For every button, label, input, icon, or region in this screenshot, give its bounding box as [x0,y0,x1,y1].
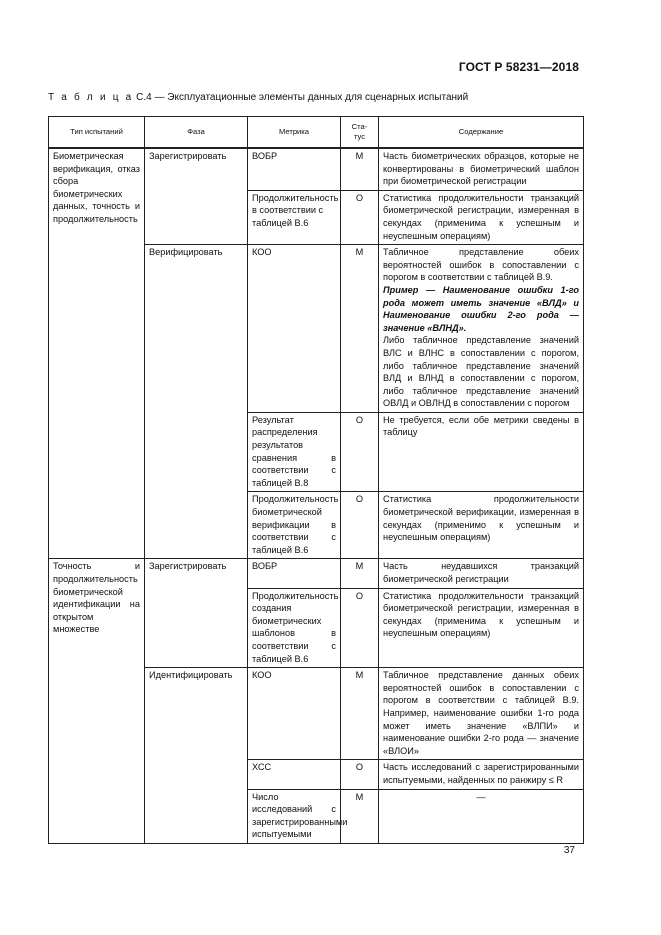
content-cell: Часть биометрических образцов, которые не конвертированы в биометрический шаблон при биометрической регистрации [379,148,584,190]
phase-cell: Зарегистрировать [145,148,248,245]
metric-cell: ХСС [248,760,341,789]
metric-cell: КОО [248,668,341,760]
metric-cell: Результат распределения результатов сравнения в соответствии с таблицей В.8 [248,412,341,492]
scenario-test-table [48,116,584,844]
content-cell: Статистика продолжительности транзакций биометрической регистрации, измеренная в секундах (применима к успешным и неуспешным операциям) [379,588,584,668]
column-header-phase: Фаза [145,117,248,149]
content-cell: Табличное представление данных обеих вероятностей ошибок в сопоставлении с порогом в соответствии с таблицей В.9. Например, наименование ошибки 1-го рода может иметь значение «ВЛПИ» и наименование ошибки 2-го рода — значение «ВЛОИ» [379,668,584,760]
status-cell: О [341,588,379,668]
content-example: Пример — Наименование ошибки 1-го рода может иметь значение «ВЛД» и Наименование ошибки 2-го рода — значение «ВЛНД». [383,284,579,333]
status-cell: О [341,492,379,559]
metric-cell: ВОБР [248,148,341,190]
table-caption [48,92,468,103]
content-cell: Не требуется, если обе метрики сведены в таблицу [379,412,584,492]
caption-title: — Эксплуатационные элементы данных для сценарных испытаний [151,92,469,103]
status-cell: М [341,148,379,190]
status-cell: О [341,760,379,789]
status-cell: М [341,559,379,588]
table-row [49,559,584,588]
phase-cell: Зарегистрировать [145,559,248,668]
phase-cell: Верифицировать [145,245,248,559]
column-header-test-type: Тип испытаний [49,117,145,149]
caption-number: С.4 [136,92,152,103]
standard-code: ГОСТ Р 58231—2018 [458,60,579,74]
metric-cell: ВОБР [248,559,341,588]
metric-cell: Продолжительность создания биометрических шаблонов в соответствии с таблицей В.6 [248,588,341,668]
metric-cell: Число исследований с зарегистрированными испытуемыми [248,789,341,843]
content-text: Табличное представление обеих вероятностей ошибок в сопоставлении с порогом в соответствии с таблицей В.9. [383,247,579,283]
content-cell: Часть неудавшихся транзакций биометрической регистрации [379,559,584,588]
column-header-status: Ста- тус [341,117,379,149]
column-header-content: Содержание [379,117,584,149]
content-cell: Статистика продолжительности биометрической верификации, измеренная в секундах (применимо к успешным и неуспешным операциям) [379,492,584,559]
test-type-cell: Точность и продолжительность биометрической идентификации на открытом множестве [49,559,145,843]
table-header-row [49,117,584,149]
phase-cell: Идентифицировать [145,668,248,844]
status-cell: М [341,668,379,760]
column-header-metric: Метрика [248,117,341,149]
status-cell: М [341,789,379,843]
test-type-cell: Биометрическая верификация, отказ сбора биометрических данных, точность и продолжительность [49,148,145,559]
metric-cell: Продолжительность в соответствии с таблицей В.6 [248,190,341,244]
content-cell: — [379,789,584,843]
status-cell: О [341,190,379,244]
metric-cell: Продолжительность биометрической верификации в соответствии с таблицей В.6 [248,492,341,559]
table-row [49,148,584,190]
content-cell [379,245,584,413]
content-cell: Часть исследований с зарегистрированными испытуемыми, найденных по ранжиру ≤ R [379,760,584,789]
content-extra: Либо табличное представление значений ВЛС и ВЛНС в сопоставлении с порогом, либо табличное представление значений ВЛД и ВЛНД в сопоставлении с порогом, либо табличное представление значений ОВЛД и ОВЛНД в сопоставлении с порогом [383,335,579,409]
metric-cell: КОО [248,245,341,413]
status-cell: М [341,245,379,413]
status-cell: О [341,412,379,492]
caption-label: Т а б л и ц а [48,92,134,103]
content-cell: Статистика продолжительности транзакций биометрической регистрации, измеренная в секундах (применима к успешным и неуспешным операциям) [379,190,584,244]
page-number: 37 [563,845,575,856]
